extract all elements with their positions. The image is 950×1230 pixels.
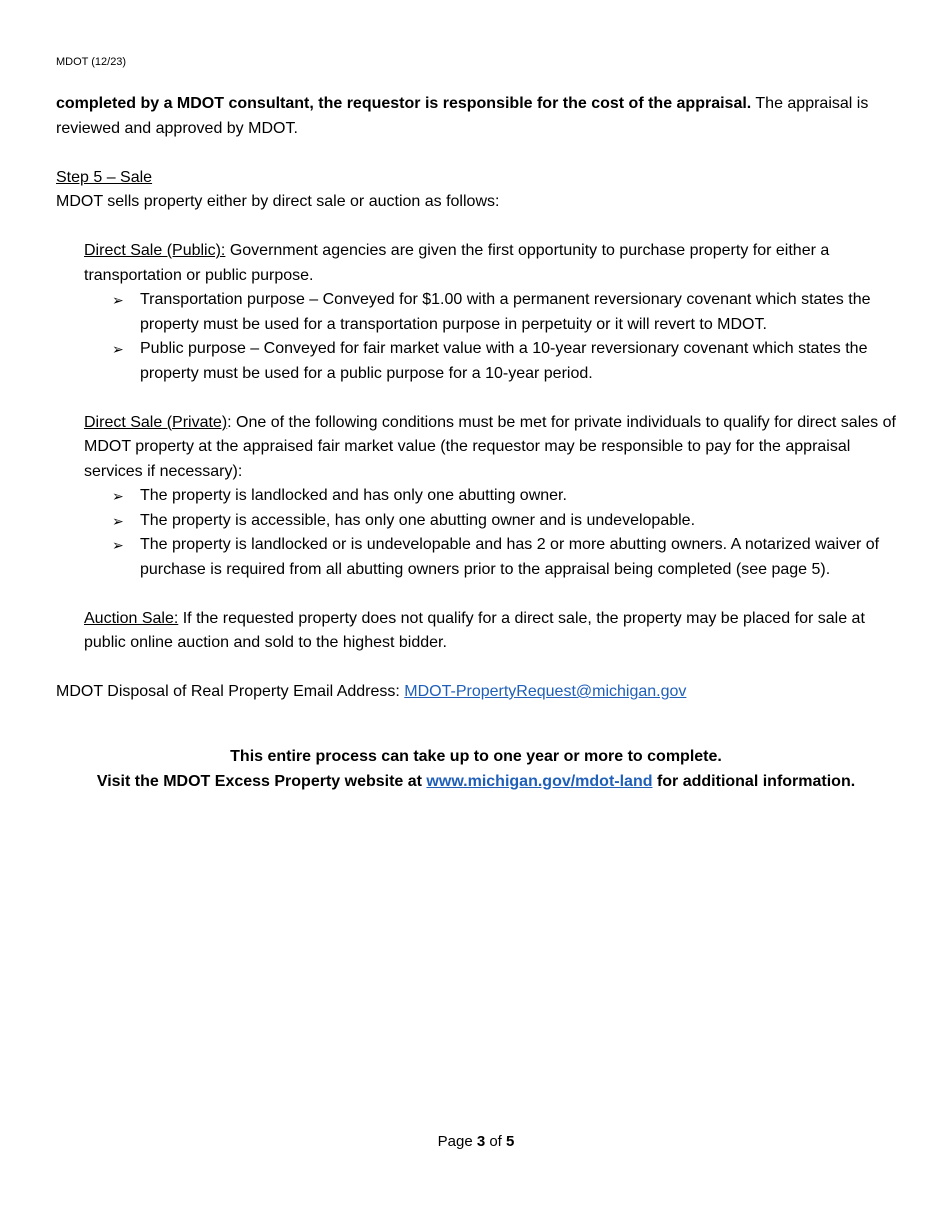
direct-private-label: Direct Sale (Private) — [84, 413, 228, 431]
list-item: ➢ The property is landlocked or is undevelopable and has 2 or more abutting owners. A notarized waiver of purchase is required from all abutting owners prior to the appraisal being completed (see page 5). — [140, 533, 896, 582]
intro-rest-text: The appraisal is reviewed and approved by MDOT. — [56, 95, 869, 137]
direct-public-text: Government agencies are given the first opportunity to purchase property for either a transportation or public purpose. — [84, 242, 830, 284]
direct-public-list — [84, 288, 896, 386]
direct-public-label: Direct Sale (Public): — [84, 242, 226, 259]
arrow-bullet-icon: ➢ — [112, 512, 124, 529]
list-item: ➢ Transportation purpose – Conveyed for $1.00 with a permanent reversionary covenant which states the property must be used for a transportation purpose in perpetuity or it will revert to MDOT. — [140, 288, 896, 337]
document-body — [56, 92, 896, 794]
closing-line-1: This entire process can take up to one year or more to complete. — [230, 748, 722, 765]
intro-paragraph — [56, 92, 896, 141]
closing-line-2: Visit the MDOT Excess Property website at www.michigan.gov/mdot-land for additional information. — [96, 772, 856, 790]
list-item: ➢ The property is landlocked and has only one abutting owner. — [140, 484, 896, 509]
intro-bold-text: completed by a MDOT consultant, the requestor is responsible for the cost of the appraisal. — [56, 95, 752, 112]
list-item: ➢ Public purpose – Conveyed for fair market value with a 10-year reversionary covenant which states the property must be used for a public purpose for a 10-year period. — [140, 337, 896, 386]
email-label: MDOT Disposal of Real Property Email Address: — [56, 683, 405, 700]
page-current: 3 — [476, 1133, 486, 1150]
auction-text: If the requested property does not qualify for a direct sale, the property may be placed for sale at public online auction and sold to the highest bidder. — [84, 609, 865, 651]
website-link[interactable]: www.michigan.gov/mdot-land — [426, 772, 653, 790]
page-number: Page 3 of 5 — [437, 1133, 515, 1150]
auction-label: Auction Sale: — [84, 609, 179, 627]
step5-heading: Step 5 – Sale — [56, 168, 153, 186]
email-link[interactable]: MDOT-PropertyRequest@michigan.gov — [404, 683, 687, 700]
arrow-bullet-icon: ➢ — [112, 292, 124, 308]
arrow-bullet-icon: ➢ — [112, 488, 124, 504]
arrow-bullet-icon: ➢ — [112, 537, 124, 553]
step5-intro: MDOT sells property either by direct sale or auction as follows: — [56, 193, 500, 210]
list-item: ➢ The property is accessible, has only one abutting owner and is undevelopable. — [140, 509, 896, 534]
form-id: MDOT (12/23) — [56, 56, 127, 68]
document-page — [56, 0, 896, 1230]
direct-sale-public-section — [56, 239, 896, 386]
arrow-bullet-icon: ➢ — [112, 341, 124, 357]
page-total: 5 — [506, 1133, 515, 1150]
direct-sale-private-section — [56, 411, 896, 583]
email-line — [56, 680, 896, 705]
direct-private-list — [84, 484, 896, 582]
direct-private-text: : One of the following conditions must be met for private individuals to qualify for direct sales of MDOT property at the appraised fair market value (the requestor may be responsible to pay for the appraisal services if necessary): — [84, 413, 896, 480]
auction-sale-section — [56, 607, 896, 656]
